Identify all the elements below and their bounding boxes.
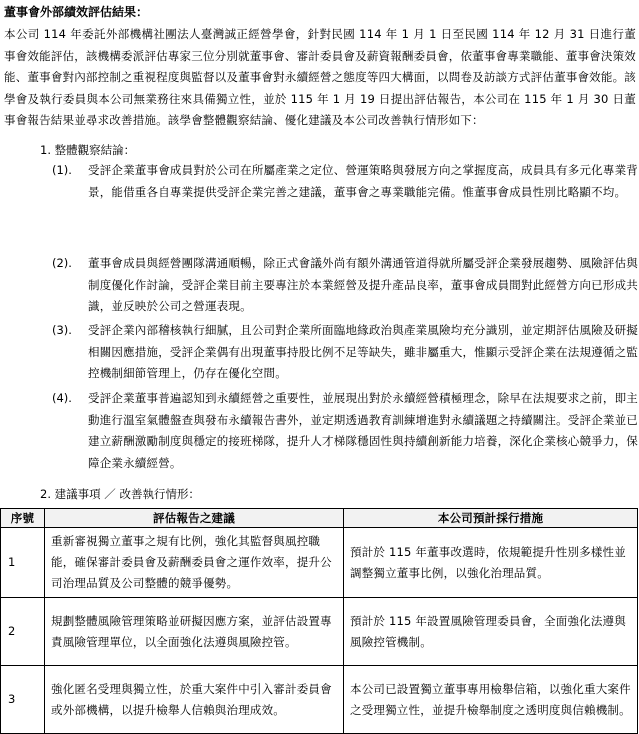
item-text: 受評企業董事普遍認知到永續經營之重要性，並展現出對於永續經營積極理念，除早在法規要求之前，即主動進行溫室氣體盤查與發布永續報告書外，並定期透過教育訓練增進對永續議題之持續關注。受評企業並已建立薪酬激勵制度與穩定的接班梯隊，提升人才梯隊穩固性與持續創新能力培養，深化企業核心競爭力，保障企業永續經營。 bbox=[88, 391, 638, 470]
table-row bbox=[1, 598, 638, 666]
measure-cell: 預計於 115 年董事改選時，依規範提升性別多樣性並調整獨立董事比例，以強化治理品質。 bbox=[344, 528, 638, 598]
row-number: 1 bbox=[1, 528, 45, 598]
item-number: (4). bbox=[52, 391, 72, 405]
header-serial: 序號 bbox=[1, 509, 45, 528]
row-number: 3 bbox=[1, 666, 45, 734]
recommendation-title: 2. 建議事項 ／ 改善執行情形： bbox=[40, 487, 200, 501]
intro-paragraph: 本公司 114 年委託外部機構社團法人臺灣誠正經營學會，針對民國 114 年 1 月 1 日至民國 114 年 12 月 31 日進行董事會效能評估，該機構委派評估專家三位分別就董事會、審計委員會及薪資報酬委員會，依董事會專業職能、董事會決策效能、董事會對內部控制之重視程度與監督以及董事會對永續經營之態度等四大構面，以問卷及訪談方式評估董事會效能。該學會及執行委員與本公司無業務往來具備獨立性，並於 115 年 1 月 19 日提出評估報告，本公司在 115 年 1 月 30 日董事會報告結果並尋求改善措施。該學會整體觀察結論、優化建議及本公司改善執行情形如下： bbox=[4, 27, 636, 128]
header-measure: 本公司預計採行措施 bbox=[344, 509, 638, 528]
table-row bbox=[1, 666, 638, 734]
conclusion-item bbox=[52, 388, 638, 474]
item-number: (3). bbox=[52, 323, 72, 337]
item-text: 受評企業董事會成員對於公司在所屬產業之定位、營運策略與發展方向之掌握度高，成員具有多元化專業背景，能借重各自專業提供受評企業完善之建議，董事會之專業職能完備。惟董事會成員性別比略顯不均。 bbox=[88, 163, 638, 199]
overall-conclusion-title: 1. 整體觀察結論： bbox=[40, 143, 136, 157]
item-text: 董事會成員與經營團隊溝通順暢，除正式會議外尚有額外溝通管道得就所屬受評企業發展趨勢、風險評估與制度優化作討論，受評企業目前主要專注於本業經營及提升產品良率，董事會成員間對此經營方向已形成共識，並反映於公司之營運表現。 bbox=[88, 256, 638, 314]
conclusion-item bbox=[52, 160, 638, 203]
section-heading: 董事會外部績效評估結果： bbox=[4, 5, 149, 19]
suggestion-cell: 強化匿名受理與獨立性，於重大案件中引入審計委員會或外部機構，以提升檢舉人信賴與治理成效。 bbox=[45, 666, 344, 734]
item-number: (2). bbox=[52, 256, 72, 270]
conclusion-item bbox=[52, 253, 638, 318]
measure-cell: 本公司已設置獨立董事專用檢舉信箱，以強化重大案件之受理獨立性，並提升檢舉制度之透明度與信賴機制。 bbox=[344, 666, 638, 734]
row-number: 2 bbox=[1, 598, 45, 666]
conclusion-item bbox=[52, 320, 638, 385]
recommendation-table bbox=[0, 508, 638, 734]
item-text: 受評企業內部稽核執行細膩，且公司對企業所面臨地緣政治與產業風險均充分識別，並定期評估風險及研擬相關因應措施，受評企業偶有出現董事持股比例不足等缺失，雖非屬重大，惟顯示受評企業在法規遵循之監控機制細節管理上，仍存在優化空間。 bbox=[88, 323, 638, 381]
suggestion-cell: 重新審視獨立董事之規有比例，強化其監督與風控職能，確保審計委員會及薪酬委員會之運作效率，提升公司治理品質及公司整體的競爭優勢。 bbox=[45, 528, 344, 598]
suggestion-cell: 規劃整體風險管理策略並研擬因應方案，並評估設置專責風險管理單位，以全面強化法遵與風險控管。 bbox=[45, 598, 344, 666]
measure-cell: 預計於 115 年設置風險管理委員會，全面強化法遵與風險控管機制。 bbox=[344, 598, 638, 666]
item-number: (1). bbox=[52, 163, 72, 177]
header-suggestion: 評估報告之建議 bbox=[45, 509, 344, 528]
table-header-row bbox=[1, 509, 638, 528]
table-row bbox=[1, 528, 638, 598]
